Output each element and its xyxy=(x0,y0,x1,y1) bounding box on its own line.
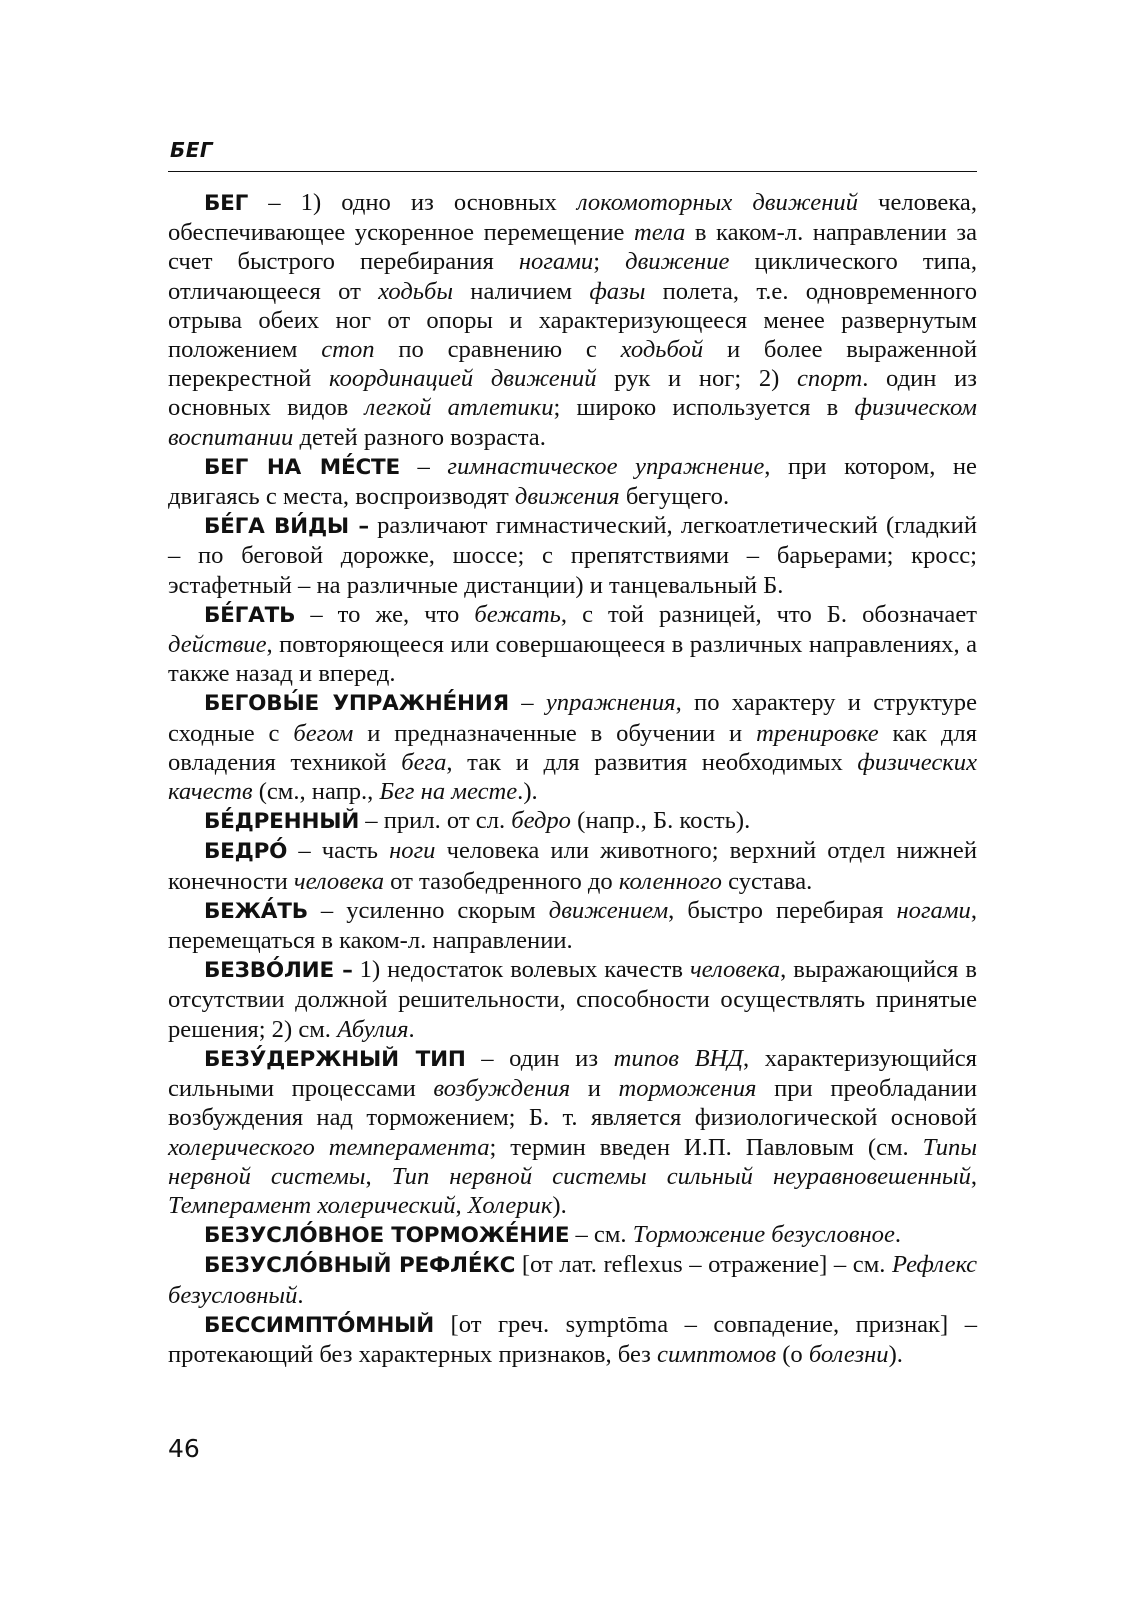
entry-text: . xyxy=(297,1281,304,1309)
entry-headword: БЕГ НА МЕ́СТЕ xyxy=(204,454,400,480)
entry-text: – усиленно скорым xyxy=(307,896,549,924)
entry-text: различают гимнастический, легкоатлетический (гладкий – по беговой дорожке, шоссе; с препятствиями – барьерами; кросс; эстафетный – на различные дистанции) и танцевальный Б. xyxy=(168,512,977,599)
dictionary-entry xyxy=(168,452,977,511)
entry-text: – xyxy=(508,689,546,717)
entry-text: – часть xyxy=(287,837,390,865)
entry-headword: БЕЗВО́ЛИЕ – xyxy=(204,958,353,984)
entry-italic-term: ходьбы xyxy=(378,277,454,305)
entry-headword: БЕ́ГА ВИ́ДЫ – xyxy=(204,514,369,540)
entry-text: , xyxy=(455,1191,468,1219)
page-number: 46 xyxy=(168,1434,200,1463)
entry-text: человека, обеспечивающее ускоренное перемещение xyxy=(168,189,977,247)
entry-italic-term: Холерик xyxy=(467,1191,553,1219)
dictionary-entry xyxy=(168,1220,977,1250)
entry-text: – то же, что xyxy=(295,600,475,628)
entry-italic-term: коленного xyxy=(618,867,722,895)
entry-italic-term: упражнения xyxy=(545,689,676,717)
entry-italic-term: действие xyxy=(168,631,267,659)
entry-italic-term: ходьбой xyxy=(620,336,704,364)
entry-text: и предназначенные в обучении и xyxy=(353,719,757,747)
entry-text: и более выраженной перекрестной xyxy=(168,336,977,393)
entry-italic-term: гимнастическое упражнение xyxy=(447,452,765,480)
entry-italic-term: тренировке xyxy=(756,719,879,747)
entry-text: , характеризующийся сильными процессами xyxy=(168,1044,977,1103)
entry-italic-term: типов ВНД xyxy=(613,1044,744,1072)
entry-text: . xyxy=(894,1221,902,1249)
entry-text: [от лат. reflexus – отражение] – см. xyxy=(515,1251,892,1279)
entry-text: – см. xyxy=(569,1221,633,1249)
entry-text: при преобладании возбуждения над торможением; Б. т. является физиологической основой xyxy=(168,1075,977,1132)
entry-italic-term: Абулия xyxy=(337,1015,409,1043)
entry-text: – 1) одно из основных xyxy=(248,189,577,216)
entry-text: ; широко используется в xyxy=(553,394,855,422)
entry-italic-term: Бег на месте xyxy=(379,778,518,806)
entry-italic-term: фазы xyxy=(589,277,646,305)
entry-text: , xyxy=(970,1162,978,1190)
entry-text: (напр., Б. кость). xyxy=(570,807,751,835)
entry-italic-term: стоп xyxy=(321,336,375,364)
entry-italic-term: ногами xyxy=(896,896,971,924)
entry-italic-term: возбуждения xyxy=(433,1075,571,1103)
dictionary-entry xyxy=(168,600,977,689)
entry-text: , так и для развития необходимых xyxy=(446,748,858,776)
entry-headword: БЕДРО́ xyxy=(204,839,288,865)
entry-italic-term: бежать xyxy=(474,600,561,628)
entry-italic-term: симптомов xyxy=(657,1340,777,1368)
entry-italic-term: человека xyxy=(689,956,781,984)
dictionary-entry xyxy=(168,955,977,1044)
dictionary-entry xyxy=(168,1250,977,1309)
entry-text: рук и ног; 2) xyxy=(596,365,797,393)
entry-text: – xyxy=(400,452,448,480)
entry-italic-term: локомоторных движений xyxy=(576,189,859,216)
entry-text: человека или животного; верхний отдел нижней конечности xyxy=(168,837,977,895)
entry-italic-term: тела xyxy=(633,219,686,247)
entry-headword: БЕГ xyxy=(204,191,249,216)
entry-text: – один из xyxy=(465,1044,614,1072)
running-head: БЕГ xyxy=(170,138,214,162)
dictionary-entry xyxy=(168,1044,977,1220)
entry-italic-term: легкой атлетики xyxy=(364,394,554,422)
entry-italic-term: болезни xyxy=(808,1340,889,1368)
entry-text: , xyxy=(365,1162,392,1190)
entry-italic-term: спорт xyxy=(796,365,863,393)
entry-italic-term: движением xyxy=(548,896,669,924)
header-rule xyxy=(168,171,977,172)
entry-italic-term: движения xyxy=(514,483,620,511)
entry-italic-term: физических качеств xyxy=(168,748,977,806)
entry-text: сустава. xyxy=(721,867,813,895)
entry-text: , с той разницей, что Б. обозначает xyxy=(560,600,977,628)
entry-text: полета, т.е. одновременного отрыва обеих ног от опоры и характеризующееся менее развернутым положением xyxy=(168,277,978,364)
entry-headword: БЕЗУ́ДЕРЖНЫЙ ТИП xyxy=(204,1046,466,1072)
dictionary-entry xyxy=(168,688,977,806)
entry-headword: БЕЗУСЛО́ВНОЕ ТОРМОЖЕ́НИЕ xyxy=(204,1223,570,1249)
entry-text: ; термин введен И.П. Павловым (см. xyxy=(489,1133,923,1161)
entry-headword: БЕССИМПТО́МНЫЙ xyxy=(204,1312,435,1338)
entry-text: в каком-л. направлении за счет быстрого перебирания xyxy=(168,219,977,276)
entry-text: – прил. от сл. xyxy=(359,807,512,835)
entry-text: . xyxy=(408,1015,415,1043)
entry-italic-term: торможения xyxy=(618,1075,757,1103)
entry-text: , повторяющееся или совершающееся в различных направлениях, а также назад и вперед. xyxy=(168,631,977,688)
entry-italic-term: бегом xyxy=(293,719,354,747)
entry-text: , быстро перебирая xyxy=(668,896,897,924)
entry-italic-term: Тип нервной системы сильный неуравновешенный xyxy=(391,1162,971,1190)
entry-text: бегущего. xyxy=(619,483,730,511)
entry-text: как для овладения техникой xyxy=(168,719,977,776)
dictionary-entries xyxy=(168,188,977,1369)
entry-headword: БЕЖА́ТЬ xyxy=(204,898,308,924)
dictionary-entry xyxy=(168,896,977,955)
entry-text: (см., напр., xyxy=(252,778,380,806)
entry-text: от тазобедренного до xyxy=(384,867,619,895)
entry-text: циклического типа, отличающееся от xyxy=(168,248,977,305)
entry-italic-term: ногами xyxy=(518,248,594,276)
entry-text: по сравнению с xyxy=(374,336,621,364)
entry-text: (о xyxy=(776,1340,809,1368)
entry-text: 1) недостаток волевых качеств xyxy=(352,956,690,984)
entry-headword: БЕЗУСЛО́ВНЫЙ РЕФЛЕ́КС xyxy=(204,1253,516,1279)
entry-text: [от греч. symptōma – совпадение, признак] – протекающий без характерных признаков, без xyxy=(168,1310,977,1368)
entry-text: .). xyxy=(517,778,538,806)
entry-headword: БЕГОВЫ́Е УПРАЖНЕ́НИЯ xyxy=(204,691,509,717)
entry-text: , при котором, не двигаясь с места, воспроизводят xyxy=(168,452,977,511)
entry-text: , выражающийся в отсутствии должной решительности, способности осуществлять принятые решения; 2) см. xyxy=(168,956,977,1043)
entry-italic-term: ноги xyxy=(389,837,436,865)
entry-text: ; xyxy=(593,248,626,276)
entry-headword: БЕ́ДРЕННЫЙ xyxy=(204,809,360,835)
entry-text: наличием xyxy=(453,277,590,305)
dictionary-entry xyxy=(168,188,977,452)
entry-text: ). xyxy=(552,1191,567,1219)
entry-italic-term: Торможение безусловное xyxy=(632,1221,895,1249)
entry-text: . один из основных видов xyxy=(168,365,977,422)
entry-text: , перемещаться в каком-л. направлении. xyxy=(168,896,977,955)
entry-text: ). xyxy=(888,1340,903,1368)
entry-italic-term: Рефлекс безусловный xyxy=(168,1251,978,1309)
entry-text: и xyxy=(570,1075,619,1103)
entry-italic-term: Типы нервной системы xyxy=(168,1133,977,1190)
dictionary-entry xyxy=(168,806,977,836)
entry-italic-term: бега xyxy=(401,748,447,776)
entry-italic-term: движение xyxy=(625,248,730,276)
entry-italic-term: бедро xyxy=(511,807,571,835)
entry-headword: БЕ́ГАТЬ xyxy=(204,602,296,628)
entry-italic-term: холерического темперамента xyxy=(168,1133,490,1161)
dictionary-entry xyxy=(168,1310,977,1369)
entry-italic-term: физическом воспитании xyxy=(168,394,977,451)
entry-italic-term: координацией движений xyxy=(329,365,597,393)
dictionary-entry xyxy=(168,836,977,895)
entry-text: , по характеру и структуре сходные с xyxy=(168,689,978,747)
entry-italic-term: Темперамент холерический xyxy=(168,1191,456,1219)
dictionary-entry xyxy=(168,511,977,600)
entry-italic-term: человека xyxy=(293,867,385,895)
entry-text: детей разного возраста. xyxy=(293,423,546,451)
